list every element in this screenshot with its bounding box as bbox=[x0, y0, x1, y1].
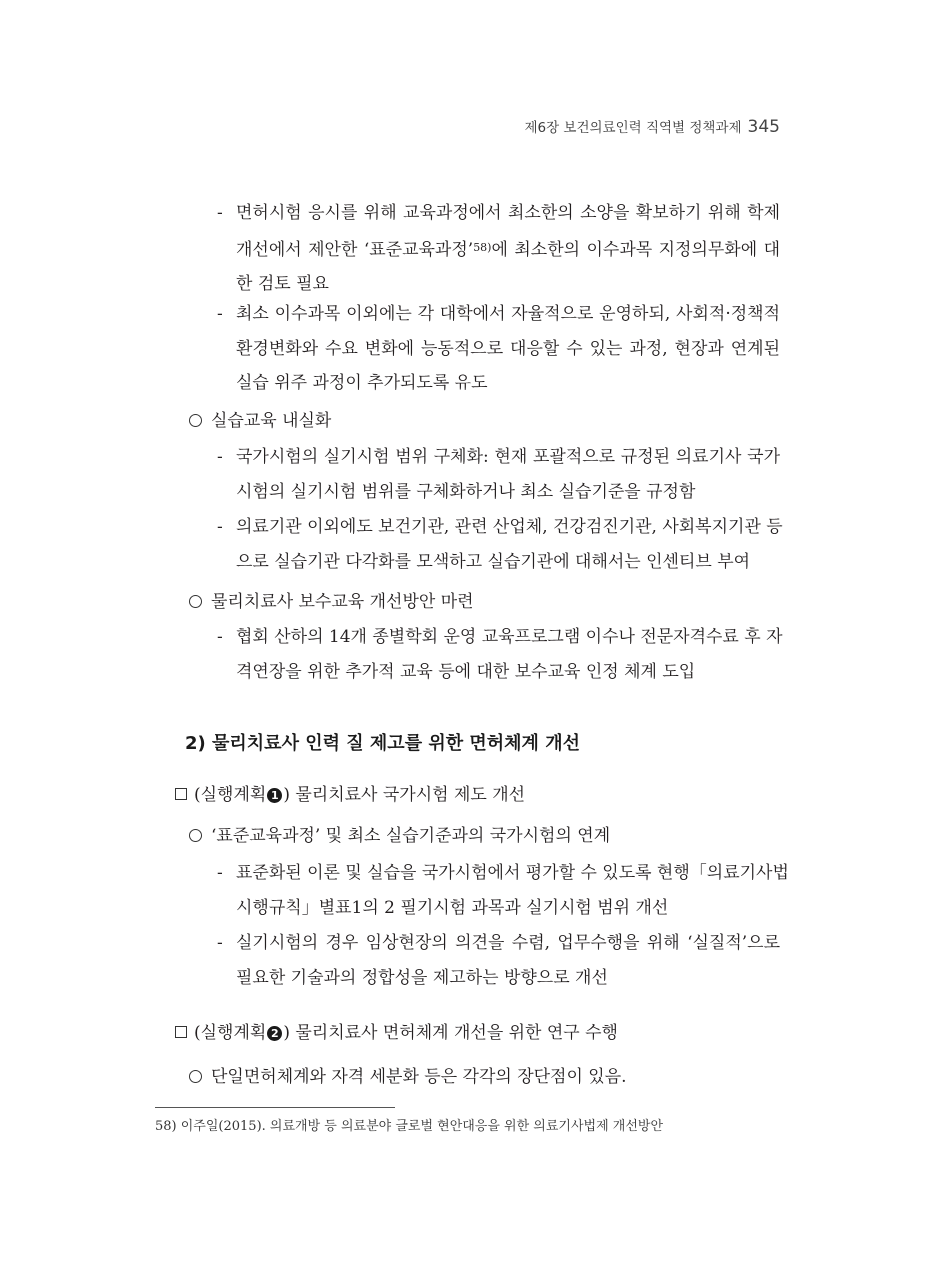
bullet-line: 격연장을 위한 추가적 교육 등에 대한 보수교육 인정 체계 도입 bbox=[236, 661, 696, 682]
bullet-line: 의료기관 이외에도 보건기관, 관련 산업체, 건강검진기관, 사회복지기관 등 bbox=[236, 517, 783, 537]
dash-marker: - bbox=[217, 447, 223, 467]
bullet-line: 국가시험의 실기시험 범위 구체화: 현재 포괄적으로 규정된 의료기사 국가 bbox=[236, 447, 780, 467]
circle-marker-icon bbox=[189, 829, 202, 842]
dash-bullet-item bbox=[217, 620, 783, 689]
dash-bullet-item bbox=[217, 510, 783, 579]
circle-marker-icon bbox=[189, 414, 202, 427]
circle-bullet-item bbox=[189, 585, 474, 620]
footnote-reference: 58) bbox=[473, 240, 492, 254]
square-marker-icon bbox=[175, 788, 187, 800]
bullet-line: 필요한 기술과의 정합성을 제고하는 방향으로 개선 bbox=[236, 967, 608, 988]
bullet-line: 으로 실습기관 다각화를 모색하고 실습기관에 대해서는 인센티브 부여 bbox=[236, 551, 751, 572]
dash-marker: - bbox=[217, 627, 223, 647]
footnote: 58) 이주일(2015). 의료개방 등 의료분야 글로벌 현안대응을 위한 의료기사법제 개선방안 bbox=[155, 1119, 664, 1134]
circle-marker-icon bbox=[189, 1070, 202, 1083]
bullet-line: 실기시험의 경우 임상현장의 의견을 수렴, 업무수행을 위해 ‘실질적’으로 bbox=[236, 933, 780, 953]
footnote-divider bbox=[155, 1107, 395, 1108]
step-number-badge: 1 bbox=[267, 788, 282, 803]
bullet-line: 시행규칙」별표1의 2 필기시험 과목과 실기시험 범위 개선 bbox=[236, 897, 669, 918]
plan-text: ) 물리치료사 국가시험 제도 개선 bbox=[283, 785, 526, 805]
plan-item bbox=[175, 778, 525, 813]
dash-marker: - bbox=[217, 863, 223, 883]
circle-bullet-item bbox=[189, 819, 610, 854]
section-heading: 2) 물리치료사 인력 질 제고를 위한 면허체계 개선 bbox=[185, 733, 580, 754]
square-marker-icon bbox=[175, 1026, 187, 1038]
dash-bullet-item bbox=[217, 856, 789, 925]
page-number: 345 bbox=[747, 117, 780, 137]
bullet-line bbox=[236, 231, 780, 268]
plan-item bbox=[175, 1016, 618, 1051]
bullet-line: 협회 산하의 14개 종별학회 운영 교육프로그램 이수나 전문자격수료 후 자 bbox=[236, 627, 783, 647]
chapter-title: 제6장 보건의료인력 직역별 정책과제 bbox=[524, 120, 742, 136]
dash-marker: - bbox=[217, 933, 223, 953]
circle-marker-icon bbox=[189, 595, 202, 608]
bullet-line: 최소 이수과목 이외에는 각 대학에서 자율적으로 운영하되, 사회적·정책적 bbox=[236, 304, 780, 324]
plan-prefix: (실행계획 bbox=[194, 785, 267, 805]
step-number-badge: 2 bbox=[267, 1026, 282, 1041]
plan-prefix: (실행계획 bbox=[194, 1023, 267, 1043]
plan-text: ) 물리치료사 면허체계 개선을 위한 연구 수행 bbox=[283, 1023, 618, 1043]
dash-bullet-item bbox=[217, 196, 780, 302]
bullet-line: 한 검토 필요 bbox=[236, 274, 329, 294]
bullet-line: 시험의 실기시험 범위를 구체화하거나 최소 실습기준을 규정함 bbox=[236, 481, 696, 502]
running-header bbox=[524, 116, 780, 137]
circle-bullet-text: 실습교육 내실화 bbox=[211, 411, 332, 431]
dash-marker: - bbox=[217, 517, 223, 537]
circle-bullet-text: 단일면허체계와 자격 세분화 등은 각각의 장단점이 있음. bbox=[211, 1067, 627, 1087]
circle-bullet-text: 물리치료사 보수교육 개선방안 마련 bbox=[211, 592, 474, 612]
dash-bullet-item bbox=[217, 440, 780, 509]
dash-marker: - bbox=[217, 203, 223, 223]
dash-bullet-item bbox=[217, 926, 780, 995]
circle-bullet-item bbox=[189, 404, 331, 439]
bullet-line: 표준화된 이론 및 실습을 국가시험에서 평가할 수 있도록 현행「의료기사법 bbox=[236, 863, 789, 883]
bullet-line: 면허시험 응시를 위해 교육과정에서 최소한의 소양을 확보하기 위해 학제 bbox=[236, 203, 780, 223]
bullet-line: 환경변화와 수요 변화에 능동적으로 대응할 수 있는 과정, 현장과 연계된 bbox=[236, 338, 780, 359]
bullet-text: 에 최소한의 이수과목 지정의무화에 대 bbox=[491, 239, 780, 260]
dash-bullet-item bbox=[217, 297, 780, 401]
bullet-line: 실습 위주 과정이 추가되도록 유도 bbox=[236, 373, 488, 393]
circle-bullet-text: ‘표준교육과정’ 및 최소 실습기준과의 국가시험의 연계 bbox=[211, 826, 611, 846]
bullet-text: 개선에서 제안한 ‘표준교육과정’ bbox=[236, 239, 474, 260]
dash-marker: - bbox=[217, 304, 223, 324]
circle-bullet-item bbox=[189, 1060, 627, 1095]
